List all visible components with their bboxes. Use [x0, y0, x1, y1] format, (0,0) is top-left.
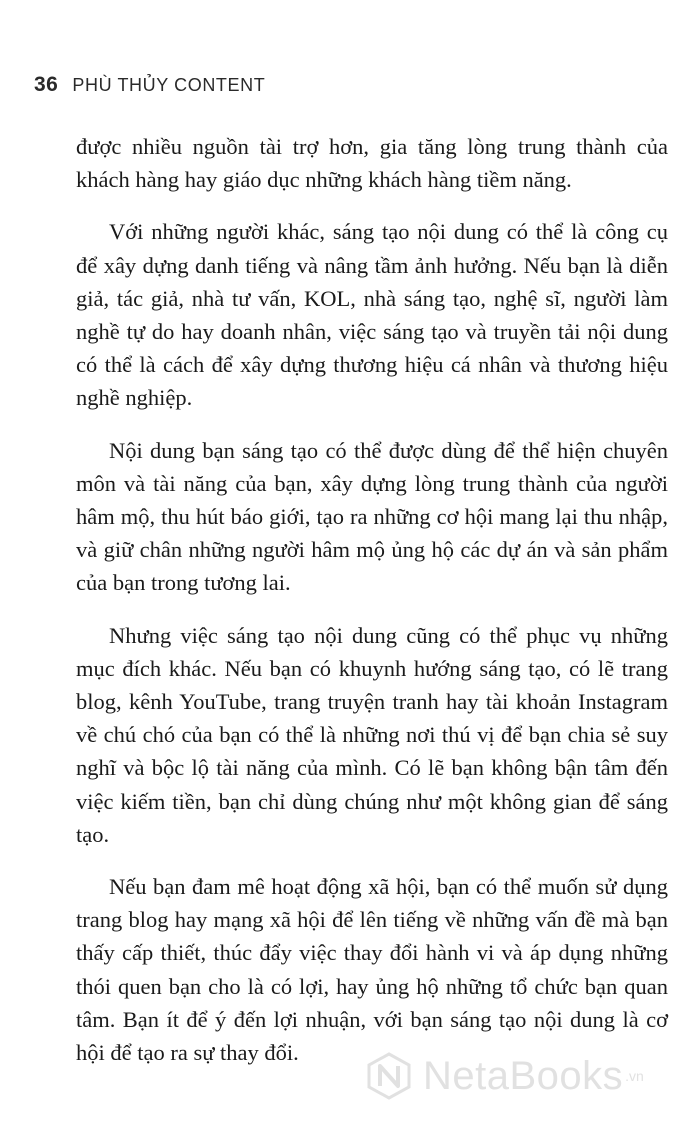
paragraph-4: Nhưng việc sáng tạo nội dung cũng có thể phục vụ những mục đích khác. Nếu bạn có khuynh hướng sáng tạo, có lẽ trang blog, kênh YouTube, trang truyện tranh hay tài khoản Instagram về chú chó của bạn có thể là những nơi thú vị để bạn chia sẻ suy nghĩ và bộc lộ tài năng của mình. Có lẽ bạn không bận tâm đến việc kiếm tiền, bạn chỉ dùng chúng như một không gian để sáng tạo. [76, 622, 668, 847]
netabooks-logo-icon [365, 1052, 413, 1100]
watermark-suffix: .vn [625, 1068, 644, 1084]
watermark [365, 1052, 644, 1100]
paragraph-5: Nếu bạn đam mê hoạt động xã hội, bạn có thể muốn sử dụng trang blog hay mạng xã hội để lên tiếng về những vấn đề mà bạn thấy cấp thiết, thúc đẩy việc thay đổi hành vi và áp dụng những thói quen bạn cho là có lợi, hay ủng hộ những tổ chức bạn quan tâm. Bạn ít để ý đến lợi nhuận, với bạn sáng tạo nội dung là cơ hội để tạo ra sự thay đổi. [76, 874, 668, 1066]
paragraph-1: được nhiều nguồn tài trợ hơn, gia tăng lòng trung thành của khách hàng hay giáo dục những khách hàng tiềm năng. [76, 134, 668, 193]
page-header [34, 73, 265, 97]
page-number: 36 [34, 73, 59, 96]
paragraph-2: Với những người khác, sáng tạo nội dung có thể là công cụ để xây dựng danh tiếng và nâng tầm ảnh hưởng. Nếu bạn là diễn giả, tác giả, nhà tư vấn, KOL, nhà sáng tạo, nghệ sĩ, người làm nghề tự do hay doanh nhân, việc sáng tạo và truyền tải nội dung có thể là cách để xây dựng thương hiệu cá nhân và thương hiệu nghề nghiệp. [76, 219, 668, 411]
body-text [76, 130, 668, 1088]
running-title: PHÙ THỦY CONTENT [72, 75, 266, 95]
paragraph-3: Nội dung bạn sáng tạo có thể được dùng để thể hiện chuyên môn và tài năng của bạn, xây dựng lòng trung thành của người hâm mộ, thu hút báo giới, tạo ra những cơ hội mang lại thu nhập, và giữ chân những người hâm mộ ủng hộ các dự án và sản phẩm của bạn trong tương lai. [76, 437, 668, 596]
watermark-text: NetaBooks [423, 1053, 624, 1098]
